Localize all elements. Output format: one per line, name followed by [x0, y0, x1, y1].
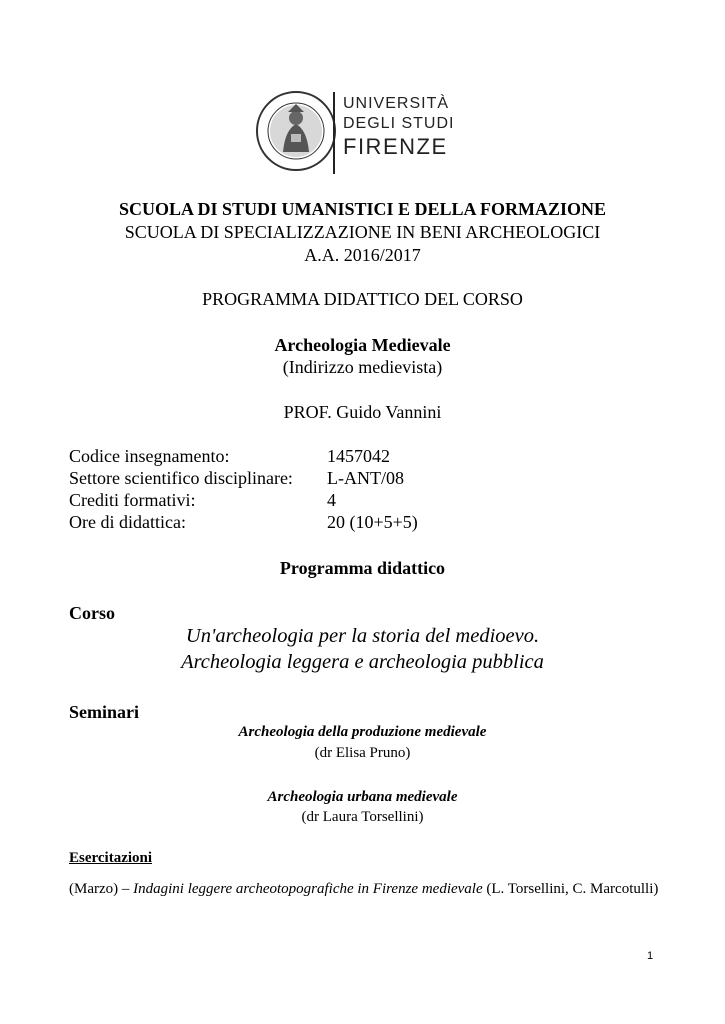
academic-year: A.A. 2016/2017	[304, 245, 421, 265]
specialization-name: SCUOLA DI SPECIALIZZAZIONE IN BENI ARCHEOLOGICI	[124, 222, 601, 242]
corso-label: Corso	[69, 603, 115, 623]
seminari-label: Seminari	[69, 702, 139, 722]
seminar-1-title: Archeologia della produzione medievale	[238, 724, 487, 740]
info-value: 20 (10+5+5)	[327, 512, 418, 532]
esercitazione-authors: (L. Torsellini, C. Marcotulli)	[482, 881, 659, 897]
course-title: Archeologia Medievale	[274, 335, 451, 355]
esercitazione-prefix: (Marzo) –	[69, 881, 134, 897]
seminar-1-teacher: (dr Elisa Pruno)	[314, 745, 411, 761]
program-heading: PROGRAMMA DIDATTICO DEL CORSO	[202, 289, 523, 309]
logo-line-3: FIRENZE	[343, 134, 448, 159]
info-label: Codice insegnamento:	[69, 446, 230, 466]
seminar-2-title: Archeologia urbana medievale	[267, 789, 458, 805]
programma-heading: Programma didattico	[279, 558, 446, 578]
esercitazioni-label: Esercitazioni	[69, 850, 153, 866]
info-label: Crediti formativi:	[69, 490, 196, 510]
info-label: Ore di didattica:	[69, 512, 186, 532]
page-number: 1	[647, 950, 654, 962]
logo-line-2: DEGLI STUDI	[343, 115, 455, 132]
esercitazione-title: Indagini leggere archeotopografiche in Firenze medievale	[133, 881, 483, 897]
info-value: 4	[327, 490, 336, 510]
info-label: Settore scientifico disciplinare:	[69, 468, 293, 488]
professor-name: PROF. Guido Vannini	[283, 402, 442, 422]
logo-line-1: UNIVERSITÀ	[343, 95, 450, 112]
info-value: L-ANT/08	[327, 468, 404, 488]
info-value: 1457042	[327, 446, 390, 466]
logo-wordmark	[343, 96, 454, 158]
university-seal-icon	[255, 90, 337, 172]
corso-title-line-1: Un'archeologia per la storia del medioevo.	[185, 625, 540, 647]
esercitazione-entry	[69, 879, 669, 900]
seminar-2-teacher: (dr Laura Torsellini)	[301, 809, 424, 825]
logo-separator	[333, 92, 335, 174]
course-subtitle: (Indirizzo medievista)	[282, 357, 443, 377]
university-logo	[255, 90, 455, 180]
school-name: SCUOLA DI STUDI UMANISTICI E DELLA FORMAZIONE	[118, 199, 607, 219]
corso-title-line-2: Archeologia leggera e archeologia pubblica	[181, 651, 544, 673]
